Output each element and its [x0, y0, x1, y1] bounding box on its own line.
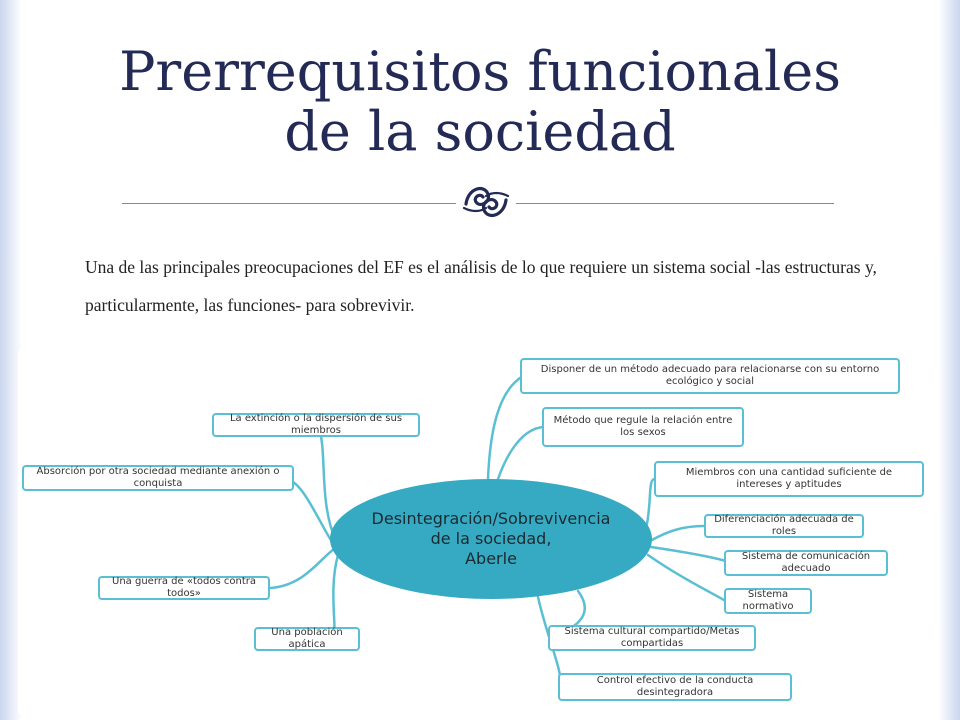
title-divider-right [516, 203, 834, 204]
title-divider-left [122, 203, 456, 204]
node-diferenciacion-roles: Diferenciación adecuada de roles [704, 514, 864, 538]
connector-left-3 [270, 549, 334, 588]
node-metodo-sexos: Método que regule la relación entre los sexos [542, 407, 744, 447]
node-miembros-intereses: Miembros con una cantidad suficiente de intereses y aptitudes [654, 461, 924, 497]
node-absorcion: Absorción por otra sociedad mediante anexión o conquista [22, 465, 294, 491]
mind-map [18, 351, 932, 714]
connector-right-6 [648, 555, 724, 600]
node-extincion: La extinción o la dispersión de sus miembros [212, 413, 420, 437]
node-guerra: Una guerra de «todos contra todos» [98, 576, 270, 600]
connector-left-1 [300, 425, 336, 541]
connector-right-4 [650, 526, 704, 541]
node-metodo-entorno: Disponer de un método adecuado para relacionarse con su entorno ecológico y social [520, 358, 900, 394]
title-line-1: Prerrequisitos funcionales [119, 40, 841, 103]
node-poblacion-apatica: Una población apática [254, 627, 360, 651]
center-line-1: Desintegración/Sobrevivencia [371, 509, 611, 528]
title-line-2: de la sociedad [284, 100, 676, 163]
intro-paragraph: Una de las principales preocupaciones del EF es el análisis de lo que requiere un sistema social -las estructuras y, particularmente, las funciones- para sobrevivir. [85, 257, 877, 315]
ornament-icon [458, 174, 514, 230]
right-gradient-border [938, 0, 960, 720]
center-line-2: de la sociedad, [430, 529, 552, 548]
connector-right-5 [651, 547, 726, 561]
node-control-conducta: Control efectivo de la conducta desintegradora [558, 673, 792, 701]
connector-right-3 [646, 479, 654, 529]
node-sistema-cultural: Sistema cultural compartido/Metas compartidas [548, 625, 756, 651]
center-line-3: Aberle [465, 549, 517, 568]
connector-right-2 [498, 427, 543, 479]
node-sistema-comunicacion: Sistema de comunicación adecuado [724, 550, 888, 576]
mind-map-center-node [330, 479, 652, 599]
slide-title [60, 42, 900, 162]
node-sistema-normativo: Sistema normativo [724, 588, 812, 614]
